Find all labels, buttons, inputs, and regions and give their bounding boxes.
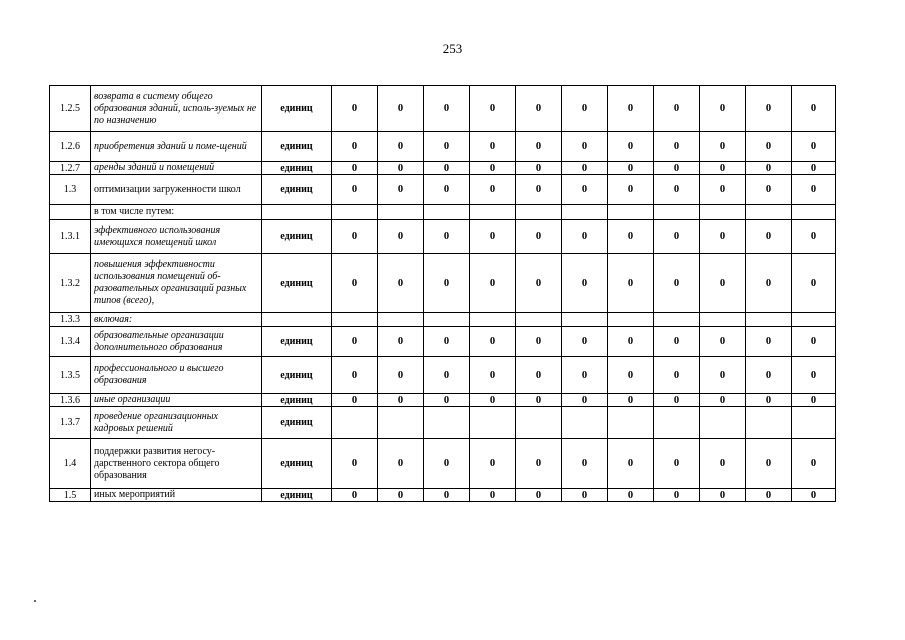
table-row (50, 132, 836, 162)
row-code: 1.2.5 (50, 86, 91, 132)
value-cell: 0 (608, 132, 654, 162)
value-cell (746, 205, 792, 220)
value-cell (424, 205, 470, 220)
value-cell: 0 (562, 439, 608, 489)
value-cell (470, 313, 516, 327)
value-cell (608, 313, 654, 327)
table-row (50, 162, 836, 175)
value-cell: 0 (654, 439, 700, 489)
value-cell: 0 (792, 162, 836, 175)
value-cell: 0 (378, 394, 424, 407)
row-unit: единиц (262, 439, 332, 489)
value-cell (470, 407, 516, 439)
row-unit: единиц (262, 132, 332, 162)
value-cell: 0 (654, 175, 700, 205)
row-description: приобретения зданий и поме-щений (91, 132, 262, 162)
value-cell: 0 (746, 254, 792, 313)
value-cell: 0 (516, 327, 562, 357)
value-cell: 0 (378, 175, 424, 205)
value-cell: 0 (608, 439, 654, 489)
value-cell (562, 407, 608, 439)
value-cell: 0 (792, 357, 836, 394)
value-cell: 0 (746, 327, 792, 357)
table-row (50, 407, 836, 439)
table-row (50, 357, 836, 394)
value-cell: 0 (746, 175, 792, 205)
value-cell: 0 (700, 220, 746, 254)
value-cell (608, 407, 654, 439)
data-table (49, 85, 836, 502)
value-cell: 0 (654, 357, 700, 394)
value-cell: 0 (470, 220, 516, 254)
value-cell: 0 (424, 327, 470, 357)
table-row (50, 205, 836, 220)
row-code: 1.5 (50, 489, 91, 502)
value-cell: 0 (608, 357, 654, 394)
value-cell: 0 (608, 394, 654, 407)
value-cell: 0 (516, 220, 562, 254)
row-unit: единиц (262, 327, 332, 357)
value-cell: 0 (378, 439, 424, 489)
table-body (50, 86, 836, 502)
value-cell: 0 (516, 132, 562, 162)
value-cell: 0 (378, 489, 424, 502)
value-cell: 0 (332, 132, 378, 162)
row-code: 1.2.6 (50, 132, 91, 162)
value-cell: 0 (424, 162, 470, 175)
value-cell: 0 (332, 327, 378, 357)
row-description: профессионального и высшего образования (91, 357, 262, 394)
value-cell (424, 313, 470, 327)
value-cell (654, 205, 700, 220)
value-cell: 0 (654, 489, 700, 502)
row-unit: единиц (262, 175, 332, 205)
value-cell: 0 (562, 357, 608, 394)
row-unit: единиц (262, 220, 332, 254)
value-cell: 0 (562, 489, 608, 502)
value-cell: 0 (470, 489, 516, 502)
value-cell (424, 407, 470, 439)
row-description: оптимизации загруженности школ (91, 175, 262, 205)
table-row (50, 394, 836, 407)
row-description: эффективного использования имеющихся помещений школ (91, 220, 262, 254)
value-cell: 0 (332, 394, 378, 407)
row-description: повышения эффективности использования помещений об-разовательных организаций разных типов (всего), (91, 254, 262, 313)
value-cell: 0 (746, 357, 792, 394)
value-cell (516, 205, 562, 220)
value-cell: 0 (516, 162, 562, 175)
value-cell: 0 (700, 394, 746, 407)
value-cell: 0 (378, 220, 424, 254)
value-cell: 0 (516, 254, 562, 313)
value-cell: 0 (608, 254, 654, 313)
value-cell: 0 (424, 394, 470, 407)
value-cell: 0 (746, 439, 792, 489)
value-cell: 0 (378, 162, 424, 175)
row-description: возврата в систему общего образования зданий, исполь-зуемых не по назначению (91, 86, 262, 132)
value-cell: 0 (332, 254, 378, 313)
value-cell: 0 (332, 86, 378, 132)
value-cell: 0 (378, 132, 424, 162)
row-code (50, 205, 91, 220)
row-unit (262, 313, 332, 327)
value-cell: 0 (608, 175, 654, 205)
value-cell: 0 (470, 132, 516, 162)
row-code: 1.3.2 (50, 254, 91, 313)
value-cell: 0 (746, 394, 792, 407)
value-cell: 0 (562, 394, 608, 407)
value-cell: 0 (700, 357, 746, 394)
row-unit: единиц (262, 489, 332, 502)
row-code: 1.3.3 (50, 313, 91, 327)
value-cell (378, 205, 424, 220)
value-cell: 0 (700, 489, 746, 502)
row-code: 1.3.5 (50, 357, 91, 394)
value-cell: 0 (332, 439, 378, 489)
value-cell: 0 (470, 175, 516, 205)
value-cell: 0 (746, 220, 792, 254)
row-code: 1.3.1 (50, 220, 91, 254)
value-cell (654, 313, 700, 327)
row-code: 1.3.7 (50, 407, 91, 439)
value-cell: 0 (608, 489, 654, 502)
value-cell (516, 313, 562, 327)
value-cell: 0 (792, 254, 836, 313)
table-row (50, 313, 836, 327)
value-cell: 0 (516, 357, 562, 394)
row-code: 1.4 (50, 439, 91, 489)
value-cell: 0 (424, 254, 470, 313)
row-unit: единиц (262, 357, 332, 394)
value-cell: 0 (700, 254, 746, 313)
value-cell: 0 (792, 439, 836, 489)
row-description: иные организации (91, 394, 262, 407)
value-cell: 0 (792, 327, 836, 357)
row-description: проведение организационных кадровых решений (91, 407, 262, 439)
value-cell: 0 (424, 357, 470, 394)
value-cell: 0 (424, 439, 470, 489)
value-cell (470, 205, 516, 220)
value-cell: 0 (792, 175, 836, 205)
value-cell (746, 407, 792, 439)
value-cell: 0 (516, 489, 562, 502)
value-cell (332, 205, 378, 220)
table-row (50, 175, 836, 205)
value-cell: 0 (516, 86, 562, 132)
value-cell: 0 (424, 220, 470, 254)
value-cell (792, 205, 836, 220)
value-cell: 0 (378, 86, 424, 132)
value-cell: 0 (470, 357, 516, 394)
stray-dot (34, 600, 36, 602)
value-cell (516, 407, 562, 439)
value-cell: 0 (654, 327, 700, 357)
row-description: в том числе путем: (91, 205, 262, 220)
value-cell (332, 407, 378, 439)
value-cell: 0 (562, 254, 608, 313)
table-row (50, 220, 836, 254)
value-cell: 0 (470, 254, 516, 313)
value-cell: 0 (332, 175, 378, 205)
value-cell: 0 (470, 86, 516, 132)
value-cell (562, 205, 608, 220)
value-cell: 0 (516, 439, 562, 489)
row-code: 1.3.6 (50, 394, 91, 407)
value-cell: 0 (470, 439, 516, 489)
table-row (50, 254, 836, 313)
value-cell (700, 205, 746, 220)
value-cell: 0 (516, 394, 562, 407)
row-unit: единиц (262, 86, 332, 132)
value-cell: 0 (332, 220, 378, 254)
page-number: 253 (442, 41, 463, 56)
value-cell (654, 407, 700, 439)
row-description: образовательные организации дополнительного образования (91, 327, 262, 357)
row-unit: единиц (262, 394, 332, 407)
value-cell: 0 (424, 175, 470, 205)
value-cell: 0 (654, 86, 700, 132)
value-cell: 0 (424, 132, 470, 162)
value-cell: 0 (562, 86, 608, 132)
value-cell: 0 (792, 394, 836, 407)
value-cell: 0 (654, 394, 700, 407)
row-unit: единиц (262, 162, 332, 175)
value-cell: 0 (378, 357, 424, 394)
value-cell: 0 (470, 394, 516, 407)
value-cell (608, 205, 654, 220)
value-cell (332, 313, 378, 327)
row-description: поддержки развития негосу-дарственного сектора общего образования (91, 439, 262, 489)
row-unit (262, 205, 332, 220)
value-cell: 0 (332, 162, 378, 175)
value-cell: 0 (332, 489, 378, 502)
value-cell: 0 (700, 439, 746, 489)
value-cell (792, 407, 836, 439)
value-cell: 0 (562, 175, 608, 205)
value-cell (792, 313, 836, 327)
value-cell: 0 (562, 327, 608, 357)
value-cell: 0 (792, 489, 836, 502)
value-cell: 0 (332, 357, 378, 394)
value-cell: 0 (378, 254, 424, 313)
value-cell: 0 (470, 162, 516, 175)
row-code: 1.3 (50, 175, 91, 205)
row-unit: единиц (262, 254, 332, 313)
value-cell: 0 (424, 489, 470, 502)
row-code: 1.3.4 (50, 327, 91, 357)
value-cell (562, 313, 608, 327)
value-cell: 0 (746, 162, 792, 175)
value-cell: 0 (746, 86, 792, 132)
row-unit: единиц (262, 407, 332, 439)
value-cell: 0 (608, 162, 654, 175)
value-cell: 0 (700, 86, 746, 132)
value-cell: 0 (608, 220, 654, 254)
value-cell (700, 313, 746, 327)
value-cell: 0 (608, 86, 654, 132)
row-description: включая: (91, 313, 262, 327)
value-cell: 0 (792, 86, 836, 132)
value-cell: 0 (700, 327, 746, 357)
value-cell: 0 (562, 132, 608, 162)
value-cell (378, 407, 424, 439)
row-description: аренды зданий и помещений (91, 162, 262, 175)
table-row (50, 489, 836, 502)
value-cell: 0 (654, 132, 700, 162)
value-cell: 0 (700, 132, 746, 162)
value-cell: 0 (562, 162, 608, 175)
value-cell: 0 (562, 220, 608, 254)
value-cell: 0 (654, 220, 700, 254)
table-row (50, 86, 836, 132)
value-cell: 0 (746, 489, 792, 502)
value-cell (378, 313, 424, 327)
row-description: иных мероприятий (91, 489, 262, 502)
table-row (50, 439, 836, 489)
value-cell: 0 (654, 254, 700, 313)
value-cell: 0 (792, 220, 836, 254)
table-row (50, 327, 836, 357)
value-cell: 0 (424, 86, 470, 132)
row-code: 1.2.7 (50, 162, 91, 175)
value-cell (700, 407, 746, 439)
value-cell: 0 (700, 162, 746, 175)
value-cell: 0 (700, 175, 746, 205)
value-cell: 0 (470, 327, 516, 357)
value-cell: 0 (792, 132, 836, 162)
value-cell: 0 (516, 175, 562, 205)
value-cell: 0 (378, 327, 424, 357)
value-cell (746, 313, 792, 327)
value-cell: 0 (654, 162, 700, 175)
value-cell: 0 (746, 132, 792, 162)
value-cell: 0 (608, 327, 654, 357)
